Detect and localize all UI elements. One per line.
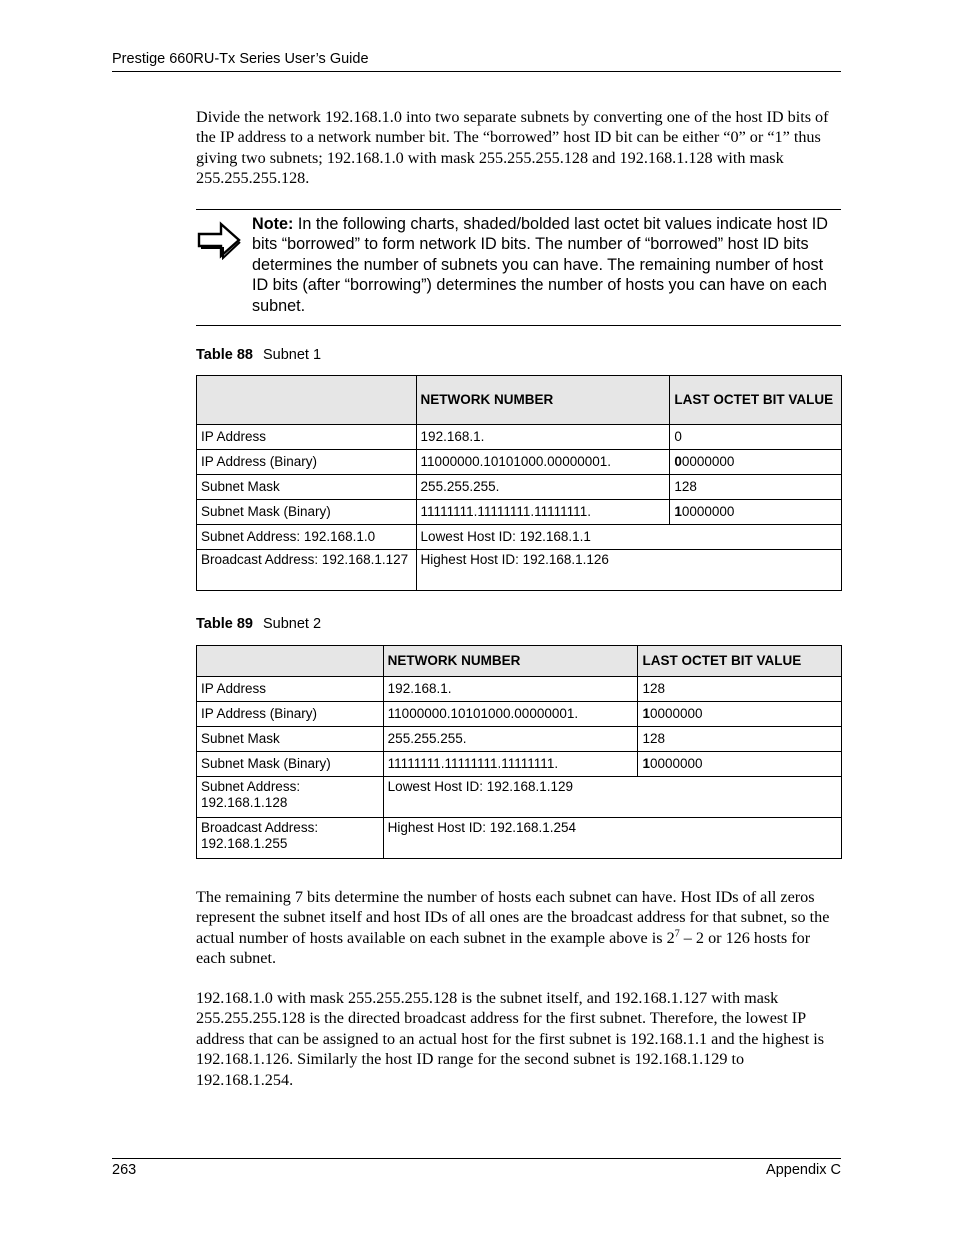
table-header-cell: NETWORK NUMBER	[383, 646, 638, 677]
host-id-cell: Lowest Host ID: 192.168.1.129	[383, 777, 841, 818]
network-cell: 11000000.10101000.00000001.	[416, 450, 670, 475]
note-label: Note:	[252, 215, 294, 233]
host-id-cell: Highest Host ID: 192.168.1.126	[416, 550, 841, 591]
network-cell: 11000000.10101000.00000001.	[383, 702, 638, 727]
subnet-1-table	[196, 375, 842, 591]
range-paragraph: 192.168.1.0 with mask 255.255.255.128 is the subnet itself, and 192.168.1.127 with mask 255.255.255.128 is the directed broadcast address for the first subnet. Therefore, the lowest IP address that can be assigned to an actual host for the first subnet is 192.168.1.1 and the highest is 192.168.1.126. Similarly the host ID range for the second subnet is 192.168.1.129 to 192.168.1.254.	[196, 989, 825, 1089]
table-row	[197, 425, 842, 450]
row-label: IP Address (Binary)	[197, 702, 384, 727]
note-text	[252, 214, 842, 316]
row-label: Subnet Mask	[197, 727, 384, 752]
bit-cell: 10000000	[638, 702, 842, 727]
table-row	[197, 550, 842, 591]
host-id-cell: Highest Host ID: 192.168.1.254	[383, 818, 841, 859]
bit-cell: 0	[670, 425, 842, 450]
network-cell: 192.168.1.	[383, 677, 638, 702]
table-row	[197, 450, 842, 475]
network-cell: 192.168.1.	[416, 425, 670, 450]
row-label: Subnet Address: 192.168.1.128	[197, 777, 384, 818]
network-cell: 11111111.11111111.11111111.	[416, 500, 670, 525]
network-cell: 255.255.255.	[383, 727, 638, 752]
row-label: Subnet Mask (Binary)	[197, 752, 384, 777]
table-row	[197, 752, 842, 777]
network-cell: 11111111.11111111.11111111.	[383, 752, 638, 777]
table-title: Subnet 2	[262, 616, 322, 632]
exponent: 7	[674, 928, 680, 940]
table-header-cell	[197, 376, 417, 425]
table-number: Table 88	[196, 347, 253, 363]
row-label: Subnet Mask (Binary)	[197, 500, 417, 525]
table-caption	[196, 347, 321, 363]
footer-rule	[112, 1158, 841, 1159]
table-row	[197, 818, 842, 859]
row-label: Broadcast Address: 192.168.1.127	[197, 550, 417, 591]
subnet-2-table	[196, 645, 842, 859]
table-header-cell: LAST OCTET BIT VALUE	[670, 376, 842, 425]
hosts-paragraph: The remaining 7 bits determine the number of hosts each subnet can have. Host IDs of all zeros represent the subnet itself and host IDs of all ones are the broadcast address for that subnet, so the actual number of hosts available on each subnet in the example above is $2^7 - 2$ or 126 hosts for each subnet.	[196, 888, 830, 968]
page-number: 263	[112, 1162, 137, 1178]
table-header-cell: NETWORK NUMBER	[416, 376, 670, 425]
host-id-cell: Lowest Host ID: 192.168.1.1	[416, 525, 841, 550]
table-row	[197, 777, 842, 818]
table-caption	[196, 616, 321, 632]
table-number: Table 89	[196, 616, 253, 632]
table-row	[197, 525, 842, 550]
table-row	[197, 475, 842, 500]
section-name: Appendix C	[766, 1162, 841, 1178]
row-label: Broadcast Address: 192.168.1.255	[197, 818, 384, 859]
table-title: Subnet 1	[262, 347, 322, 363]
bit-cell: 128	[638, 677, 842, 702]
table-row	[197, 500, 842, 525]
row-label: Subnet Mask	[197, 475, 417, 500]
header-rule	[112, 71, 841, 72]
bit-cell: 128	[638, 727, 842, 752]
note-box	[196, 209, 841, 326]
table-header-cell: LAST OCTET BIT VALUE	[638, 646, 842, 677]
bit-cell: 00000000	[670, 450, 842, 475]
table-header-cell	[197, 646, 384, 677]
table-row	[197, 677, 842, 702]
row-label: IP Address	[197, 425, 417, 450]
table-row	[197, 702, 842, 727]
bit-cell: 10000000	[670, 500, 842, 525]
network-cell: 255.255.255.	[416, 475, 670, 500]
running-header: Prestige 660RU-Tx Series User’s Guide	[112, 51, 369, 67]
arrow-right-icon	[196, 220, 242, 260]
bit-cell: 128	[670, 475, 842, 500]
row-label: IP Address	[197, 677, 384, 702]
table-row	[197, 727, 842, 752]
bit-cell: 10000000	[638, 752, 842, 777]
row-label: Subnet Address: 192.168.1.0	[197, 525, 417, 550]
note-body: In the following charts, shaded/bolded last octet bit values indicate host ID bits “borrowed” to form network ID bits. The number of “borrowed” host ID bits determines the number of subnets you can have. The remaining number of host ID bits (after “borrowing”) determines the number of hosts you can have on each subnet.	[252, 215, 828, 315]
intro-paragraph: Divide the network 192.168.1.0 into two separate subnets by converting one of the host ID bits of the IP address to a network number bit. The “borrowed” host ID bit can be either “0” or “1” thus giving two subnets; 192.168.1.0 with mask 255.255.255.128 and 192.168.1.128 with mask 255.255.255.128.	[196, 108, 829, 188]
row-label: IP Address (Binary)	[197, 450, 417, 475]
